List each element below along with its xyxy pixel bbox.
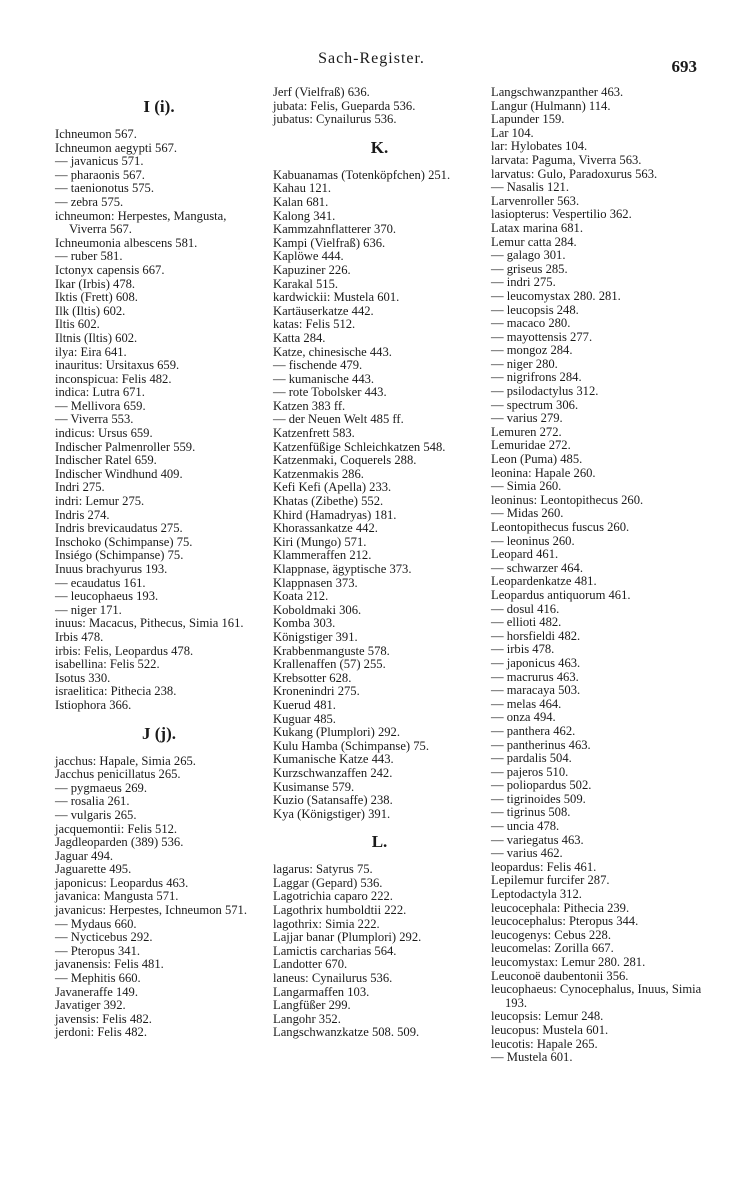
index-entry: Katzen 383 ff. [273,398,346,413]
index-entry: Leopard 461. [491,547,559,562]
index-entry: — galago 301. [491,248,566,263]
running-head: Sach-Register. [318,50,425,67]
index-entry: inconspicua: Felis 482. [55,371,172,386]
index-entry: Langschwanzpanther 463. [491,85,624,99]
index-entry: leucophaeus: Cynocephalus, Inuus, Simia 193. [491,982,702,1010]
index-entry: Insiégo (Schimpanse) 75. [55,548,184,563]
index-entry: — melas 464. [491,696,562,711]
index-entry: Laggar (Gepard) 536. [273,875,383,890]
index-entry: Kuguar 485. [273,711,336,726]
index-entry: — indri 275. [491,275,556,290]
index-entry: Kurzschwanzaffen 242. [273,765,393,780]
index-column-3 [491,86,703,1065]
index-entry: Langohr 352. [273,1011,341,1026]
index-entry: Klappnasen 373. [273,575,358,590]
section-heading: K. [370,137,389,157]
index-entry: Khorassankatze 442. [273,521,378,536]
index-entry: isabellina: Felis 522. [55,657,160,672]
index-entry: Koata 212. [273,589,329,604]
index-entry: Kalan 681. [273,194,329,209]
index-column-1 [55,86,263,1040]
index-entry: — leoninus 260. [491,533,575,548]
index-entry: Latax marina 681. [491,220,583,235]
index-entry: — varius 462. [491,846,563,861]
index-entry: leucocephalus: Pteropus 344. [491,914,639,929]
index-entry: Kammzahnflatterer 370. [273,222,397,237]
index-entry: Kahau 121. [273,181,332,196]
index-entry: ichneumon: Herpestes, Mangusta, Viverra 567. [55,208,227,237]
page-number: 693 [671,57,697,76]
index-entry: Kabuanamas (Totenköpfchen) 251. [273,167,451,182]
index-entry: — der Neuen Welt 485 ff. [273,412,404,427]
index-entry: Kuerud 481. [273,697,336,712]
index-entry: Klammeraffen 212. [273,548,372,563]
index-entry: Krabbenmanguste 578. [273,643,390,658]
index-entry: inuus: Macacus, Pithecus, Simia 161. [55,616,244,631]
index-entry: — nigrifrons 284. [491,370,582,385]
index-entry: — vulgaris 265. [55,807,137,822]
index-entry: inauritus: Ursitaxus 659. [55,358,180,373]
index-entry: — ecaudatus 161. [55,575,146,590]
index-entry: Koboldmaki 306. [273,602,362,617]
index-entry: — ellioti 482. [491,615,562,630]
index-entry: Leopardenkatze 481. [491,574,597,589]
index-entry: — poliopardus 502. [491,778,592,793]
index-entry: Lemuridae 272. [491,438,571,453]
index-entry: Jaguar 494. [55,848,114,863]
index-entry: Ichneumon aegypti 567. [55,140,178,155]
index-entry: — horsfieldi 482. [491,628,581,643]
index-entry: Langarmaffen 103. [273,984,370,999]
index-entry: javensis: Felis 482. [55,1011,152,1026]
index-entry: Klappnase, ägyptische 373. [273,562,412,576]
index-entry: — pygmaeus 269. [55,780,147,795]
index-entry: indicus: Ursus 659. [55,426,153,441]
index-entry: japonicus: Leopardus 463. [55,875,189,890]
index-entry: irbis: Felis, Leopardus 478. [55,643,194,658]
index-entry: Javatiger 392. [55,998,126,1013]
index-entry: Krebsotter 628. [273,670,352,685]
index-entry: Ictonyx capensis 667. [55,262,165,277]
index-entry: lasiopterus: Vespertilio 362. [491,207,632,222]
index-entry: leopardus: Felis 461. [491,859,597,874]
index-entry: Leuconoë daubentonii 356. [491,968,629,983]
index-entry: — fischende 479. [273,358,363,373]
index-entry: Lagothrix humboldtii 222. [273,903,407,918]
index-entry: indica: Lutra 671. [55,385,145,400]
index-entry: Ichneumonia albescens 581. [55,235,198,250]
index-entry: Komba 303. [273,616,336,631]
index-entry: Königstiger 391. [273,629,358,644]
index-entry: Katzenfüßige Schleichkatzen 548. [273,439,446,454]
index-entry: Lar 104. [491,125,534,140]
index-entry: Leptodactyla 312. [491,887,582,902]
index-entry: — Nasalis 121. [491,180,570,195]
index-entry: — mayottensis 277. [491,329,593,344]
index-entry: — Nycticebus 292. [55,930,153,945]
index-entry: Krallenaffen (57) 255. [273,657,386,672]
index-entry: Khird (Hamadryas) 181. [273,507,397,522]
index-entry: — Mydaus 660. [55,916,137,931]
index-entry: — panthera 462. [491,723,576,738]
index-entry: jacquemontii: Felis 512. [55,821,178,836]
index-entry: — pharaonis 567. [55,167,145,182]
index-entry: Katzenfrett 583. [273,426,355,441]
index-entry: — leucopsis 248. [491,302,579,317]
index-entry: — griseus 285. [491,261,568,276]
index-entry: javanica: Mangusta 571. [55,889,179,904]
index-entry: — Viverra 553. [55,412,134,427]
index-entry: Landotter 670. [273,957,348,972]
index-entry: Ichneumon 567. [55,127,137,141]
index-entry: leonina: Hapale 260. [491,465,596,480]
index-entry: leucomelas: Zorilla 667. [491,941,614,956]
index-entry: — pantherinus 463. [491,737,591,752]
index-entry: — Simia 260. [491,479,562,494]
index-entry: — uncia 478. [491,819,560,834]
index-entry: lar: Hylobates 104. [491,139,588,154]
index-entry: jubata: Felis, Gueparda 536. [273,98,416,113]
index-entry: Leopardus antiquorum 461. [491,587,631,602]
index-entry: — macrurus 463. [491,669,579,684]
index-entry: — irbis 478. [491,642,555,657]
index-entry: katas: Felis 512. [273,317,356,332]
index-entry: Katzenmakis 286. [273,466,364,481]
index-entry: Kuzio (Satansaffe) 238. [273,793,393,808]
index-entry: — mongoz 284. [491,343,573,358]
index-entry: — ruber 581. [55,249,123,264]
index-entry: — leucomystax 280. 281. [491,288,621,303]
index-entry: — onza 494. [491,710,556,725]
index-entry: — Pteropus 341. [55,943,141,958]
index-entry: — taenionotus 575. [55,181,154,196]
index-entry: Larvenroller 563. [491,193,580,208]
index-entry: indri: Lemur 275. [55,494,145,509]
index-entry: Kukang (Plumplori) 292. [273,725,400,740]
index-entry: — Midas 260. [491,506,564,521]
index-entry: Kya (Königstiger) 391. [273,806,391,821]
index-entry: Iltnis (Iltis) 602. [55,330,138,345]
section-heading: L. [371,832,388,852]
index-entry: Kefi Kefi (Apella) 233. [273,480,392,495]
index-entry: — niger 280. [491,356,558,371]
index-entry: Indri 275. [55,480,105,495]
index-entry: leucopsis: Lemur 248. [491,1009,604,1024]
index-entry: Lamictis carcharias 564. [273,943,397,958]
index-entry: Istiophora 366. [55,697,132,712]
index-entry: Leontopithecus fuscus 260. [491,520,630,534]
index-entry: Kusimanse 579. [273,779,355,794]
index-entry: — rote Tobolsker 443. [273,385,387,400]
index-entry: Irbis 478. [55,629,104,644]
index-entry: — tigrinoides 509. [491,791,586,806]
index-entry: Isotus 330. [55,670,111,685]
index-entry: Karakal 515. [273,276,339,291]
index-entry: lagothrix: Simia 222. [273,916,380,931]
index-entry: — psilodactylus 312. [491,384,599,399]
index-entry: Iktis (Frett) 608. [55,290,138,305]
index-entry: Lepilemur furcifer 287. [491,873,610,888]
index-entry: israelitica: Pithecia 238. [55,684,177,699]
index-entry: leucocephala: Pithecia 239. [491,900,630,915]
index-entry: Ikar (Irbis) 478. [55,276,136,291]
index-entry: — macaco 280. [491,316,571,331]
index-column-2 [273,86,486,1040]
index-entry: javanensis: Felis 481. [55,957,164,972]
index-entry: Langfüßer 299. [273,998,351,1013]
index-entry: Kampi (Vielfraß) 636. [273,235,386,250]
index-entry: Indris brevicaudatus 275. [55,521,183,536]
index-entry: ilya: Eira 641. [55,344,127,359]
index-entry: — leucophaeus 193. [55,589,159,604]
index-entry: — varius 279. [491,411,563,426]
index-entry: Lagotrichia caparo 222. [273,889,393,904]
index-entry: Kulu Hamba (Schimpanse) 75. [273,738,429,753]
index-entry: Inuus brachyurus 193. [55,562,168,576]
index-entry: — zebra 575. [55,194,124,209]
index-entry: leucomystax: Lemur 280. 281. [491,955,646,969]
index-entry: javanicus: Herpestes, Ichneumon 571. [55,903,247,918]
index-entry: Lajjar banar (Plumplori) 292. [273,930,422,945]
index-entry: leoninus: Leontopithecus 260. [491,492,644,507]
index-entry: Jerf (Vielfraß) 636. [273,85,370,99]
index-entry: — pardalis 504. [491,751,572,766]
index-entry: Lemuren 272. [491,424,562,439]
index-entry: Kumanische Katze 443. [273,752,394,767]
index-entry: Kalong 341. [273,208,336,223]
index-entry: Indischer Windhund 409. [55,466,183,481]
index-entry: — maracaya 503. [491,683,581,698]
index-entry: leucogenys: Cebus 228. [491,927,611,942]
index-entry: Indris 274. [55,507,110,522]
index-entry: — japonicus 463. [491,655,581,670]
index-entry: Katzenmaki, Coquerels 288. [273,453,417,468]
index-entry: lagarus: Satyrus 75. [273,862,373,877]
index-entry: — Mephitis 660. [55,971,141,986]
index-entry: — rosalia 261. [55,794,130,809]
index-entry: — pajeros 510. [491,764,569,779]
index-entry: larvatus: Gulo, Paradoxurus 563. [491,166,658,181]
index-entry: Kapuziner 226. [273,262,351,277]
index-entry: — dosul 416. [491,601,560,616]
index-entry: Katta 284. [273,330,326,345]
index-entry: — schwarzer 464. [491,560,583,575]
index-entry: Inschoko (Schimpanse) 75. [55,534,193,549]
index-entry: — variegatus 463. [491,832,584,847]
index-entry: — spectrum 306. [491,397,579,412]
section-heading: I (i). [143,97,175,116]
index-entry: Langur (Hulmann) 114. [491,98,611,113]
index-entry: Indischer Ratel 659. [55,453,157,468]
index-entry: leucopus: Mustela 601. [491,1022,609,1037]
index-entry: Javaneraffe 149. [55,984,138,999]
index-entry: Leon (Puma) 485. [491,452,583,467]
index-entry: jerdoni: Felis 482. [55,1025,147,1040]
index-entry: Jagdleoparden (389) 536. [55,835,184,850]
index-entry: Khatas (Zibethe) 552. [273,494,384,509]
index-entry: Kaplöwe 444. [273,249,344,264]
index-entry: Kiri (Mungo) 571. [273,534,367,549]
index-entry: leucotis: Hapale 265. [491,1036,598,1051]
index-entry: Langschwanzkatze 508. 509. [273,1025,420,1040]
index-entry: larvata: Paguma, Viverra 563. [491,152,642,167]
index-entry: — kumanische 443. [273,371,375,386]
index-entry: jacchus: Hapale, Simia 265. [55,753,196,768]
index-entry: Jacchus penicillatus 265. [55,767,181,782]
index-entry: Indischer Palmenroller 559. [55,439,196,454]
index-entry: Jaguarette 495. [55,862,132,877]
index-entry: Kronenindri 275. [273,684,360,699]
index-entry: — niger 171. [55,602,122,617]
index-entry: kardwickii: Mustela 601. [273,290,400,305]
index-entry: — javanicus 571. [55,154,144,169]
index-entry: — Mustela 601. [491,1050,573,1065]
index-entry: — Mellivora 659. [55,398,146,413]
index-entry: Ilk (Iltis) 602. [55,303,126,318]
index-entry: Kartäuserkatze 442. [273,303,374,318]
index-entry: Katze, chinesische 443. [273,344,392,359]
index-entry: jubatus: Cynailurus 536. [273,112,397,127]
index-entry: Lemur catta 284. [491,234,577,249]
index-entry: Lapunder 159. [491,112,565,127]
index-entry: laneus: Cynailurus 536. [273,971,393,986]
section-heading: J (j). [142,723,176,743]
index-entry: — tigrinus 508. [491,805,571,820]
index-entry: Iltis 602. [55,317,100,332]
